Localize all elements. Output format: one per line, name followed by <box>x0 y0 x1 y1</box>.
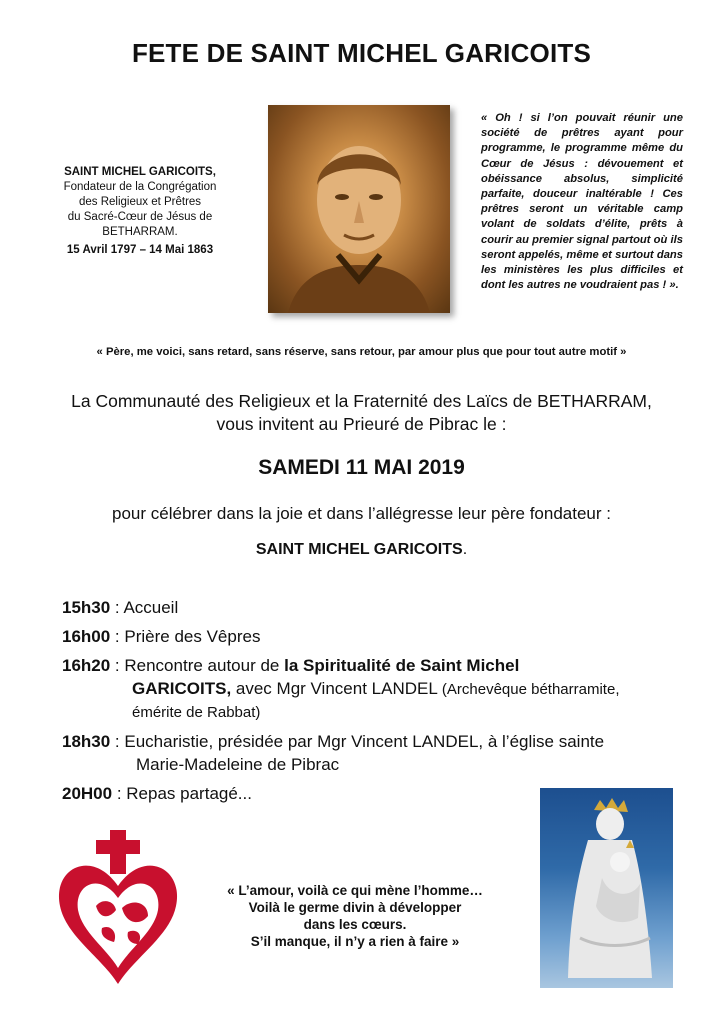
schedule-continuation: Marie-Madeleine de Pibrac <box>136 755 340 774</box>
invitation-line-1: La Communauté des Religieux et la Fraternité des Laïcs de BETHARRAM, <box>71 391 652 411</box>
schedule-sep: : <box>110 656 125 675</box>
sacred-heart-icon <box>52 828 184 988</box>
schedule-text: Prière des Vêpres <box>124 627 261 646</box>
caption-line: des Religieux et Prêtres <box>78 196 202 208</box>
love-quote <box>205 882 505 950</box>
founder-quote: « Oh ! si l’on pouvait réunir une société de prêtres ayant pour programme, le programme même du Cœur de Jésus : dévouement et obéissance absolus, simplicité parfaite, douceur inaltérable ! Ces prêtres seront un véritable camp volant de soldats d’élite, prêts à courir au premier signal partout où ils seront appelés, même et surtout dans les ministères les plus difficiles et dont les autres ne voudraient pas ! ». <box>481 112 683 292</box>
motto-quote: « Père, me voici, sans retard, sans réserve, sans retour, par amour plus que pour tout autre motif » <box>96 346 627 358</box>
schedule-sep: : <box>110 732 125 751</box>
schedule-row <box>62 625 702 648</box>
celebration-text: pour célébrer dans la joie et dans l’allégresse leur père fondateur : <box>112 504 611 523</box>
invitation-text <box>0 390 723 436</box>
invitation-line-2: vous invitent au Prieuré de Pibrac le : <box>216 414 507 434</box>
portrait-illustration <box>268 105 450 313</box>
schedule-text: Rencontre autour de <box>124 656 285 675</box>
schedule-continuation: émérite de Rabbat) <box>132 704 261 721</box>
caption-name: SAINT MICHEL GARICOITS, <box>64 166 216 178</box>
schedule-sep: : <box>110 627 125 646</box>
page-title: FETE DE SAINT MICHEL GARICOITS <box>131 38 592 68</box>
love-quote-line: Voilà le germe divin à développer <box>248 900 462 915</box>
schedule-time: 20H00 <box>62 784 113 803</box>
schedule-small: (Archevêque bétharramite, <box>441 681 620 698</box>
schedule-row <box>62 596 702 619</box>
love-quote-line: dans les cœurs. <box>303 917 407 932</box>
schedule-bold: la Spiritualité de Saint Michel <box>284 656 520 675</box>
saint-portrait-image <box>268 105 450 313</box>
virgin-statue-image <box>540 788 673 988</box>
sacred-heart-logo <box>52 828 184 988</box>
love-quote-line: « L’amour, voilà ce qui mène l’homme… <box>227 883 483 898</box>
schedule-row <box>62 730 702 776</box>
schedule-continuation <box>62 677 702 701</box>
schedule-row <box>62 654 702 724</box>
love-quote-line: S’il manque, il n’y a rien à faire » <box>250 934 460 949</box>
schedule-sep: : <box>112 784 127 803</box>
caption-line: du Sacré-Cœur de Jésus de <box>67 211 213 223</box>
schedule-time: 16h20 <box>62 656 111 675</box>
saint-name-dot: . <box>462 541 468 558</box>
schedule-list <box>62 596 702 811</box>
schedule-bold: GARICOITS, <box>132 679 232 698</box>
caption-line: Fondateur de la Congrégation <box>63 181 217 193</box>
schedule-text: avec Mgr Vincent LANDEL <box>231 679 442 698</box>
saint-name-text: SAINT MICHEL GARICOITS <box>255 541 463 558</box>
caption-dates: 15 Avril 1797 – 14 Mai 1863 <box>66 244 214 256</box>
schedule-text: Eucharistie, présidée par Mgr Vincent LANDEL, à l’église sainte <box>124 732 605 751</box>
schedule-time: 16h00 <box>62 627 111 646</box>
caption-line: BETHARRAM. <box>102 226 178 238</box>
portrait-caption <box>45 165 235 258</box>
schedule-text: Accueil <box>123 598 179 617</box>
saint-name <box>0 541 723 559</box>
schedule-text: Repas partagé... <box>126 784 252 803</box>
statue-illustration <box>540 788 673 988</box>
schedule-sep: : <box>110 598 124 617</box>
event-date: SAMEDI 11 MAI 2019 <box>258 456 465 479</box>
schedule-time: 18h30 <box>62 732 111 751</box>
schedule-time: 15h30 <box>62 598 111 617</box>
